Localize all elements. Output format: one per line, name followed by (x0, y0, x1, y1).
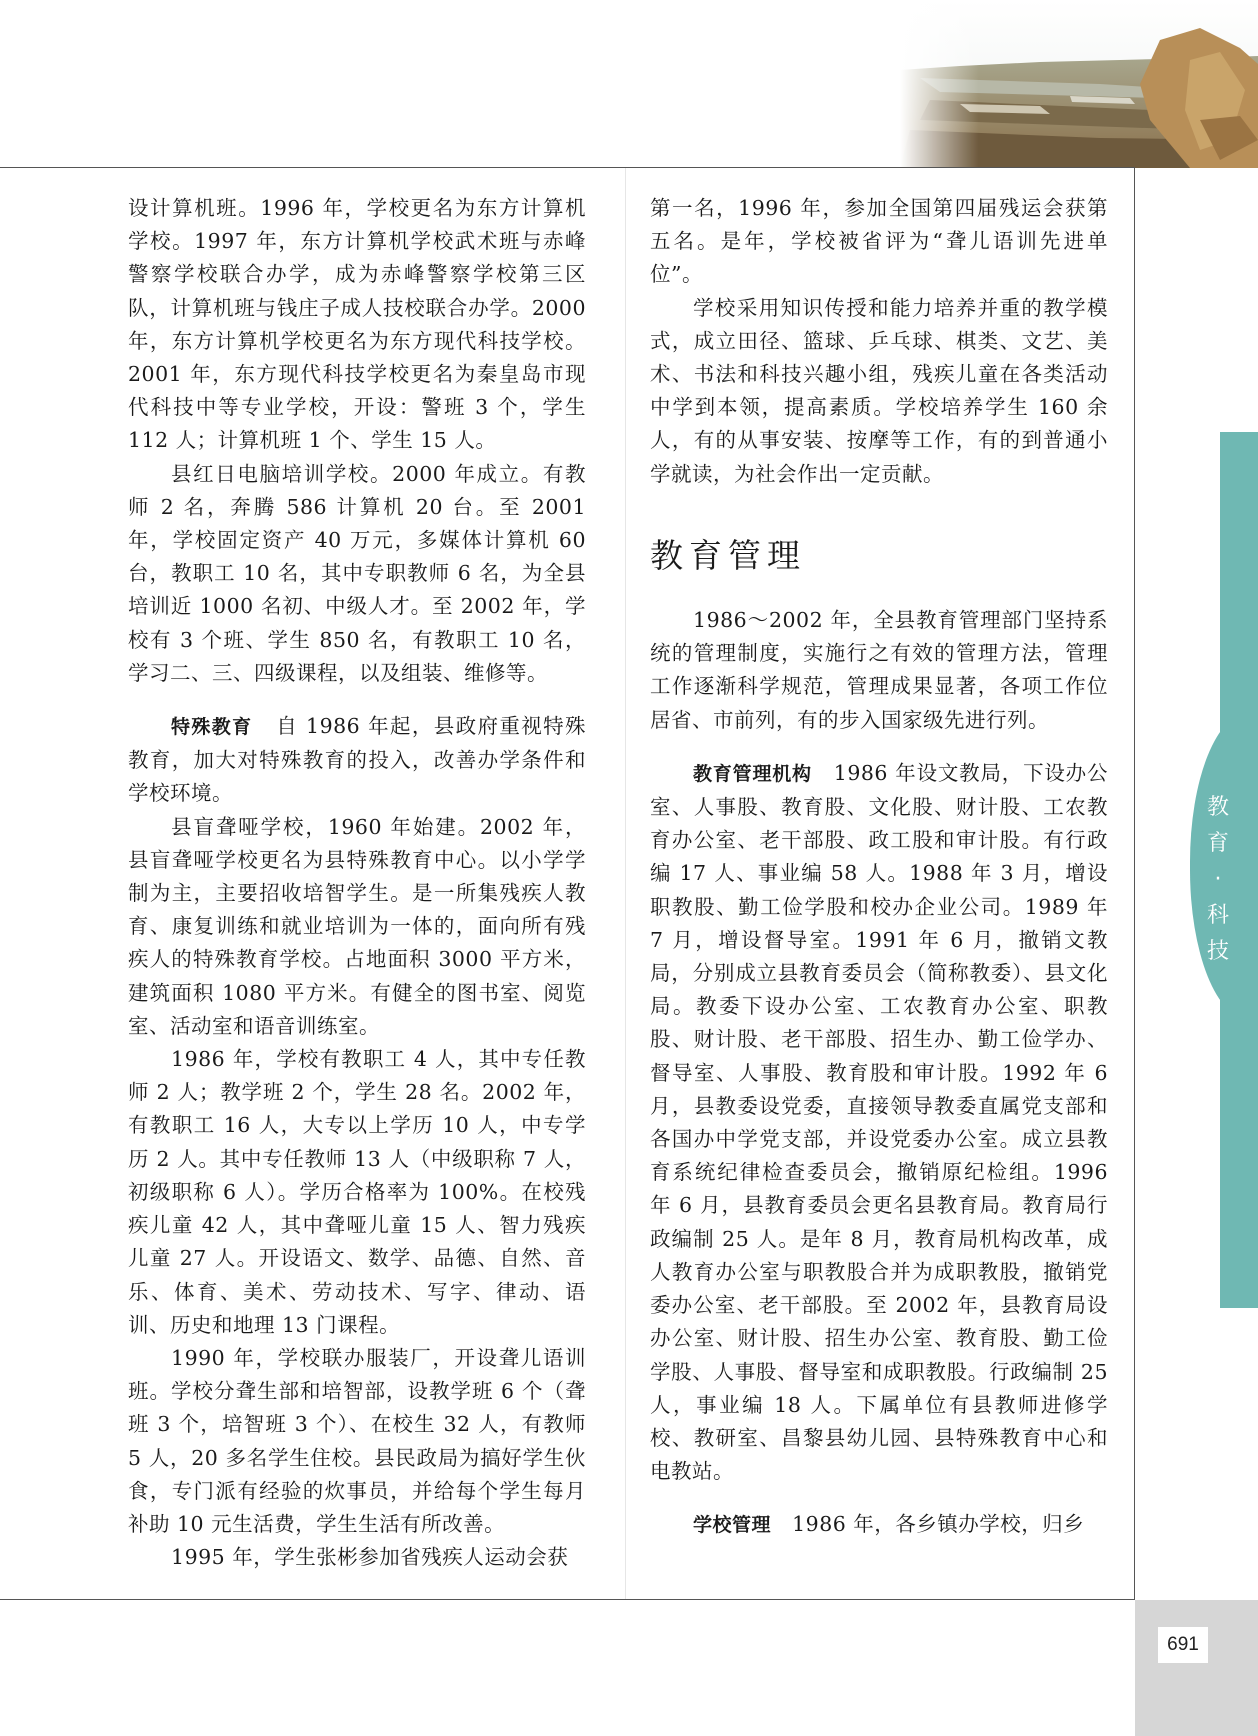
section-lead-special-education: 特殊教育 (171, 716, 253, 739)
paragraph: 学校采用知识传授和能力培养并重的教学模式，成立田径、篮球、乒乓球、棋类、文艺、美术、书法和科技兴趣小组，残疾儿童在各类活动中学到本领，提高素质。学校培养学生 160 余人，有的从事安装、按摩等工作，有的到普通小学就读，为社会作出一定贡献。 (650, 295, 1108, 486)
paragraph: 1986～2002 年，全县教育管理部门坚持系统的管理制度，实施行之有效的管理方法，管理工作逐渐科学规范，管理成果显著，各项工作位居省、市前列，有的步入国家级先进行列。 (650, 608, 1108, 732)
frame-right-rule (1134, 167, 1135, 1600)
tab-char: 教 (1206, 795, 1229, 820)
tab-char: 科 (1206, 903, 1229, 928)
school-management-paragraph (650, 1508, 1108, 1542)
paragraph-text: 自 1986 年起，县政府重视特殊教育，加大对特殊教育的投入，改善办学条件和学校环境。 (128, 714, 586, 806)
paragraph: 第一名，1996 年，参加全国第四届残运会获第五名。是年，学校被省评为“聋儿语训先进单位”。 (650, 196, 1108, 287)
section-lead-organization: 教育管理机构 (693, 762, 812, 785)
paragraph: 县盲聋哑学校，1960 年始建。2002 年，县盲聋哑学校更名为县特殊教育中心。以小学学制为主，主要招收培智学生。是一所集残疾人教育、康复训练和就业培训为一体的，面向所有残疾人的特殊教育学校。占地面积 3000 平方米，建筑面积 1080 平方米。有健全的图书室、阅览室、活动室和语音训练室。 (128, 814, 586, 1038)
footer-strip (1135, 1600, 1258, 1736)
section-heading: 教育管理 (650, 535, 806, 575)
chapter-tab-label (1198, 790, 1238, 970)
paragraph: 1995 年，学生张彬参加省残疾人运动会获 (171, 1545, 569, 1570)
tab-char: 技 (1206, 939, 1229, 964)
paragraph: 1986 年，学校有教职工 4 人，其中专任教师 2 人；教学班 2 个，学生 28 名。2002 年，有教职工 16 人，大专以上学历 10 人，中专学历 2 人。其中专任教师 13 人（中级职称 7 人，初级职称 6 人）。学历合格率为 100%。在校残疾儿童 42 人，其中聋哑儿童 15 人、智力残疾儿童 27 人。开设语文、数学、品德、自然、音乐、体育、美术、劳动技术、写字、律动、语训、历史和地理 13 门课程。 (128, 1047, 586, 1337)
paragraph: 1990 年，学校联办服装厂，开设聋儿语训班。学校分聋生部和培智部，设教学班 6 个（聋班 3 个，培智班 3 个）、在校生 32 人，有教师 5 人，20 多名学生住校。县民政局为搞好学生伙食，专门派有经验的炊事员，并给每个学生每月补助 10 元生活费，学生生活有所改善。 (128, 1345, 586, 1536)
section-lead-school-management: 学校管理 (693, 1514, 772, 1537)
left-column (128, 192, 586, 1574)
frame-bottom-rule (0, 1599, 1135, 1600)
tab-char: · (1214, 867, 1222, 892)
paragraph-text: 1986 年，各乡镇办学校，归乡 (792, 1512, 1085, 1537)
special-education-paragraph (128, 710, 586, 811)
header-landscape-photo (900, 0, 1258, 168)
paragraph: 县红日电脑培训学校。2000 年成立。有教师 2 名，奔腾 586 计算机 20 台。至 2001 年，学校固定资产 40 万元，多媒体计算机 60 台，教职工 10 名，其中专职教师 6 名，为全县培训近 1000 名初、中级人才。至 2002 年，学校有 3 个班、学生 850 名，有教职工 10 名，学习二、三、四级课程，以及组装、维修等。 (128, 461, 586, 685)
tab-char: 育 (1206, 831, 1229, 856)
right-column (650, 192, 1108, 1543)
organization-paragraph (650, 757, 1108, 1488)
page-number: 691 (1158, 1627, 1208, 1663)
paragraph-text: 1986 年设文教局，下设办公室、人事股、教育股、文化股、财计股、工农教育办公室、老干部股、政工股和审计股。有行政编 17 人、事业编 58 人。1988 年 3 月，增设职教股、勤工俭学股和校办企业公司。1989 年 7 月，增设督导室。1991 年 6 月，撤销文教局，分别成立县教育委员会（简称教委）、县文化局。教委下设办公室、工农教育办公室、职教股、财计股、老干部股、招生办、勤工俭学办、督导室、人事股、教育股和审计股。1992 年 6 月，县教委设党委，直接领导教委直属党支部和各国办中学党支部，并设党委办公室。成立县教育系统纪律检查委员会，撤销原纪检组。1996 年 6 月，县教育委员会更名县教育局。教育局行政编制 25 人。是年 8 月，教育局机构改革，成人教育办公室与职教股合并为成职教股，撤销党委办公室、老干部股。至 2002 年，县教育局设办公室、财计股、招生办公室、教育股、勤工俭学股、人事股、督导室和成职教股。行政编制 25 人，事业编 18 人。下属单位有县教师进修学校、教研室、昌黎县幼儿园、县特殊教育中心和电教站。 (650, 760, 1108, 1484)
paragraph: 设计算机班。1996 年，学校更名为东方计算机学校。1997 年，东方计算机学校武术班与赤峰警察学校联合办学，成为赤峰警察学校第三区队，计算机班与钱庄子成人技校联合办学。2000 年，东方计算机学校更名为东方现代科技学校。2001 年，东方现代科技学校更名为秦皇岛市现代科技中等专业学校，开设：警班 3 个，学生 112 人；计算机班 1 个、学生 15 人。 (128, 196, 586, 453)
frame-top-rule (0, 167, 1135, 168)
column-separator (625, 168, 626, 1599)
